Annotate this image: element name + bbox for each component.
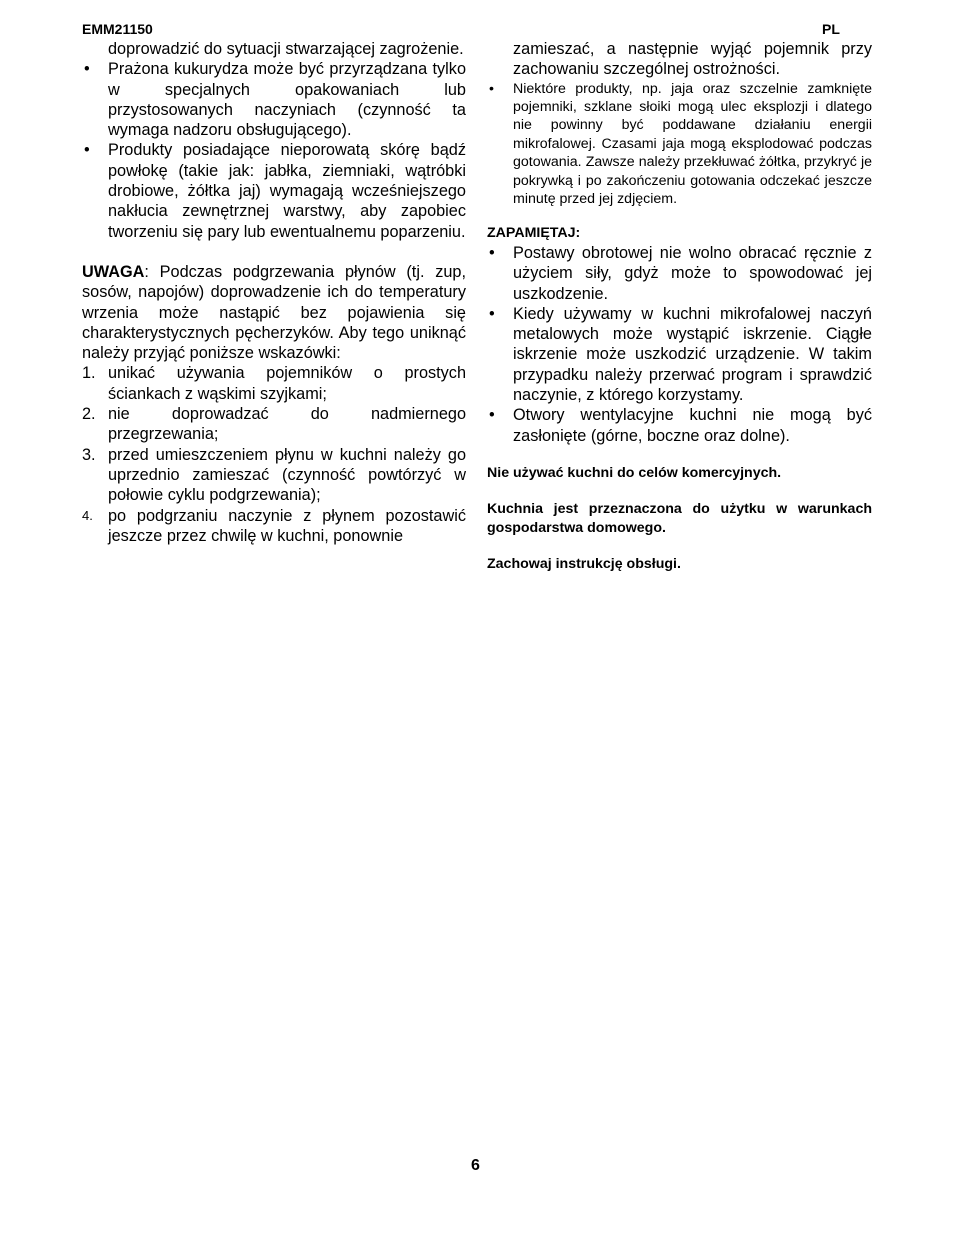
continued-text: zamieszać, a następnie wyjąć pojemnik przy zachowaniu szczególnej ostrożności. xyxy=(513,40,872,79)
bullet-icon: • xyxy=(489,80,494,97)
bullet-icon: • xyxy=(489,406,495,425)
numbered-item xyxy=(82,445,466,506)
list-item xyxy=(487,304,872,405)
keep-instructions-note: Zachowaj instrukcję obsługi. xyxy=(487,556,681,573)
bullet-icon: • xyxy=(84,60,90,79)
model-number: EMM21150 xyxy=(82,21,153,37)
item-number: 2. xyxy=(82,405,96,424)
numbered-item-text: przed umieszczeniem płynu w kuchni należy go uprzednio zamieszać (czynność powtórzyć w połowie cyklu podgrzewania); xyxy=(108,445,466,505)
numbered-item xyxy=(82,506,466,547)
language-code: PL xyxy=(822,21,840,37)
item-number: 3. xyxy=(82,445,96,464)
list-item xyxy=(487,243,872,304)
household-use-note: Kuchnia jest przeznaczona do użytku w warunkach gospodarstwa domowego. xyxy=(487,501,872,536)
list-item xyxy=(82,140,466,241)
list-item-text: Otwory wentylacyjne kuchni nie mogą być zasłonięte (górne, boczne oraz dolne). xyxy=(513,406,872,445)
list-item-text: Postawy obrotowej nie wolno obracać ręcznie z użyciem siły, gdyż może to spowodować jej uszkodzenie. xyxy=(513,243,872,303)
warning-label: UWAGA xyxy=(82,262,145,281)
numbered-item-text: po podgrzaniu naczynie z płynem pozostawić jeszcze przez chwilę w kuchni, ponownie xyxy=(108,506,466,545)
bullet-icon: • xyxy=(84,141,90,160)
list-item-text: Prażona kukurydza może być przyrządzana tylko w specjalnych opakowaniach lub przystosowanych naczyniach (czynność ta wymaga nadzoru obsługującego). xyxy=(108,60,466,140)
warning-paragraph xyxy=(82,262,466,363)
right-column xyxy=(487,39,872,574)
list-item xyxy=(82,59,466,140)
left-column xyxy=(82,39,466,546)
item-number: 1. xyxy=(82,364,96,383)
list-item xyxy=(487,405,872,446)
commercial-use-note: Nie używać kuchni do celów komercyjnych. xyxy=(487,464,782,481)
list-item-text: Niektóre produkty, np. jaja oraz szczelnie zamknięte pojemniki, szklane słoiki mogą ulec eksplozji i dlatego nie powinny być poddawane działaniu energii mikrofalowej. Czasami jaja mogą eksplodować podczas gotowania. Zawsze należy przekłuwać żółtka, przykryć je pokrywką i po zakończeniu gotowania odczekać jeszcze minutę przed jej zdjęciem. xyxy=(513,80,872,208)
continued-text: doprowadzić do sytuacji stwarzającej zagrożenie. xyxy=(108,40,464,58)
numbered-item-text: nie doprowadzać do nadmiernego przegrzewania; xyxy=(108,405,466,444)
numbered-item xyxy=(82,404,466,445)
bullet-icon: • xyxy=(489,304,495,323)
bullet-icon: • xyxy=(489,243,495,262)
numbered-item xyxy=(82,363,466,404)
list-item xyxy=(487,80,872,209)
numbered-item-text: unikać używania pojemników o prostych ściankach z wąskimi szyjkami; xyxy=(108,364,466,403)
item-number: 4. xyxy=(82,507,93,523)
remember-heading: ZAPAMIĘTAJ: xyxy=(487,225,581,242)
page-number: 6 xyxy=(471,1157,480,1174)
list-item-text: Produkty posiadające nieporowatą skórę bądź powłokę (takie jak: jabłka, ziemniaki, wątróbki drobiowe, żółtka jaj) wymagają wcześniejszego nakłucia zewnętrznej warstwy, aby zapobiec tworzeniu się pary lub ewentualnemu poparzeniu. xyxy=(108,141,466,241)
warning-text: : Podczas podgrzewania płynów (tj. zup, sosów, napojów) doprowadzenie ich do temperatury wrzenia może nastąpić bez pojawienia się charakterystycznych pęcherzyków. Aby tego uniknąć należy przyjąć poniższe wskazówki: xyxy=(82,262,466,363)
list-item-text: Kiedy używamy w kuchni mikrofalowej naczyń metalowych może wystąpić iskrzenie. Ciągłe iskrzenie może uszkodzić urządzenie. W takim przypadku należy przerwać program i sprawdzić naczynie, z którego korzystamy. xyxy=(513,304,872,405)
